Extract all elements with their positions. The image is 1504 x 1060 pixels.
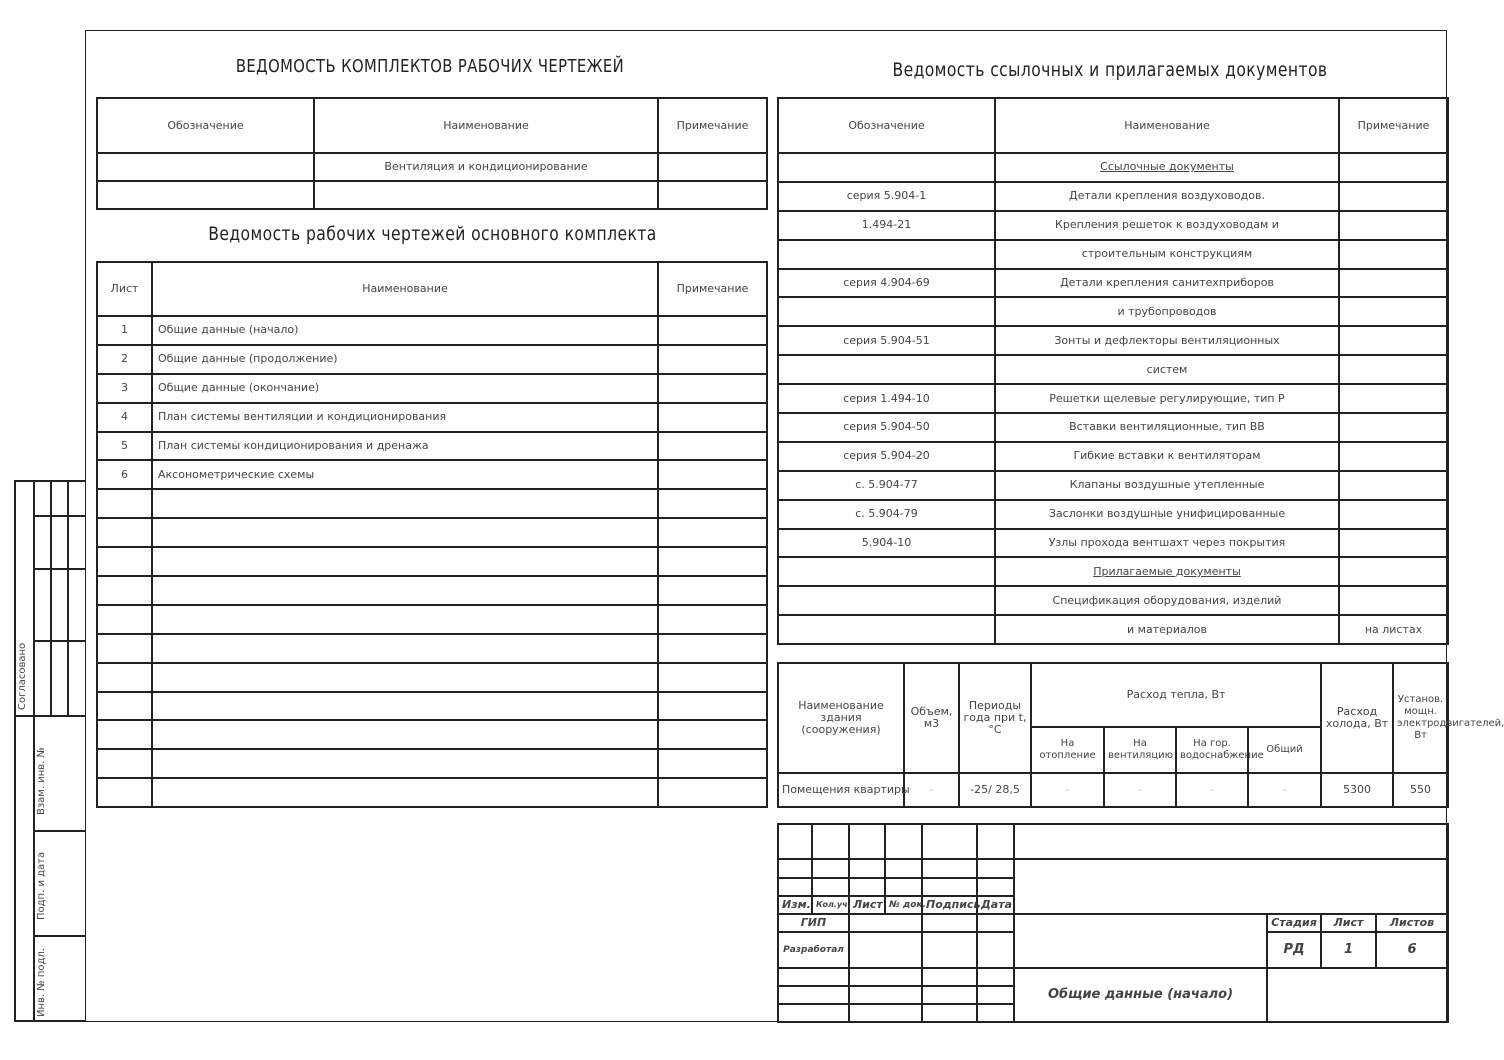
table-row <box>778 442 1448 471</box>
column-header: Обозначение <box>97 98 314 153</box>
table-cell <box>658 692 767 721</box>
column-header: Лист <box>97 262 152 316</box>
table-cell: Помещения квартиры <box>778 773 904 807</box>
section-heading: Ссылочные документы <box>1100 160 1234 174</box>
header-row <box>778 98 1448 153</box>
table-cell: Клапаны воздушные утепленные <box>995 471 1339 500</box>
column-header: Примечание <box>1339 98 1448 153</box>
table-row <box>97 316 767 345</box>
table-cell: Заслонки воздушные унифицированные <box>995 500 1339 529</box>
table-row <box>778 586 1448 615</box>
table-cell <box>658 720 767 749</box>
header-periods: Периоды года при t, °C <box>959 663 1031 773</box>
role-developer: Разработал <box>778 932 849 968</box>
table-cell: серия 5.904-1 <box>778 182 995 211</box>
table-cell: Общие данные (продолжение) <box>152 345 658 374</box>
sheet-value: 1 <box>1321 932 1376 968</box>
table-row <box>97 489 767 518</box>
table-row <box>97 153 767 181</box>
table-cell <box>152 605 658 634</box>
table-cell <box>314 181 658 209</box>
table-row <box>97 720 767 749</box>
table-cell: 3 <box>97 374 152 403</box>
table-cell <box>152 749 658 778</box>
table-cell <box>152 576 658 605</box>
table-cell <box>778 586 995 615</box>
col-header: Лист <box>849 896 885 914</box>
header-heat-sub: На гор. водоснабжение <box>1176 727 1248 773</box>
table-cell <box>995 557 1339 586</box>
table-cell <box>97 605 152 634</box>
table-row <box>778 529 1448 558</box>
table-cell <box>658 460 767 489</box>
table-cell <box>658 634 767 663</box>
table-cell: -25/ 28,5 <box>959 773 1031 807</box>
table-row <box>97 547 767 576</box>
table-cell: Зонты и дефлекторы вентиляционных <box>995 326 1339 355</box>
sign-date-label: Подп. и дата <box>36 851 47 920</box>
table-row <box>778 471 1448 500</box>
table-cell <box>658 518 767 547</box>
heat-consumption-table <box>777 662 1504 808</box>
table-cell <box>1339 471 1448 500</box>
table-cell: - <box>1031 773 1104 807</box>
table-cell <box>1339 384 1448 413</box>
table-row <box>97 181 767 209</box>
table-cell: - <box>1104 773 1176 807</box>
table-row <box>97 749 767 778</box>
sheets-value: 6 <box>1376 932 1448 968</box>
column-header: Примечание <box>658 262 767 316</box>
table-cell: 2 <box>97 345 152 374</box>
column-header: Наименование <box>152 262 658 316</box>
header-motors: Установ. мощн. электродвигателей, Вт <box>1393 663 1448 773</box>
table-row <box>97 778 767 807</box>
table-cell <box>658 576 767 605</box>
table-cell: Вентиляция и кондиционирование <box>314 153 658 181</box>
col-header: Кол.уч. <box>812 896 849 914</box>
table-row <box>97 663 767 692</box>
table-cell <box>97 634 152 663</box>
table-row <box>778 240 1448 269</box>
table-cell: с. 5.904-79 <box>778 500 995 529</box>
table-cell <box>658 316 767 345</box>
main-set-title: Ведомость рабочих чертежей основного комплекта <box>208 223 657 245</box>
table-cell <box>152 663 658 692</box>
table-cell <box>658 489 767 518</box>
table-cell: 5.904-10 <box>778 529 995 558</box>
table-row <box>778 326 1448 355</box>
table-cell <box>1339 326 1448 355</box>
table-cell: Узлы прохода вентшахт через покрытия <box>995 529 1339 558</box>
sheet-sets-title: ВЕДОМОСТЬ КОМПЛЕКТОВ РАБОЧИХ ЧЕРТЕЖЕЙ <box>235 56 625 77</box>
table-cell <box>778 615 995 644</box>
replace-inv-label: Взам. инв. № <box>36 747 47 815</box>
table-row <box>778 269 1448 298</box>
table-cell <box>97 181 314 209</box>
column-header: Наименование <box>314 98 658 153</box>
agreed-label: Согласовано <box>17 642 28 710</box>
col-header: Подпись <box>922 896 977 914</box>
table-row <box>778 384 1448 413</box>
table-cell: серия 1.494-10 <box>778 384 995 413</box>
table-cell: 4 <box>97 403 152 432</box>
header-heat: Расход тепла, Вт <box>1031 663 1321 727</box>
col-header: Изм. <box>778 896 812 914</box>
table-row <box>97 345 767 374</box>
table-cell: серия 5.904-20 <box>778 442 995 471</box>
table-cell: серия 5.904-51 <box>778 326 995 355</box>
table-cell <box>152 720 658 749</box>
table-row <box>778 615 1448 644</box>
sheet-sets-table <box>96 97 768 210</box>
table-cell <box>778 240 995 269</box>
table-cell <box>1339 269 1448 298</box>
column-header: Обозначение <box>778 98 995 153</box>
side-stamp <box>14 480 85 1022</box>
table-cell: серия 4.904-69 <box>778 269 995 298</box>
table-cell <box>1339 500 1448 529</box>
table-cell <box>1339 182 1448 211</box>
table-cell <box>658 181 767 209</box>
table-cell <box>658 153 767 181</box>
table-cell <box>1339 355 1448 384</box>
section-heading: Прилагаемые документы <box>1093 564 1241 578</box>
table-cell: Детали крепления воздуховодов. <box>995 182 1339 211</box>
table-cell: - <box>1176 773 1248 807</box>
column-header: Наименование <box>995 98 1339 153</box>
table-cell: План системы кондиционирования и дренажа <box>152 432 658 461</box>
table-cell <box>995 153 1339 182</box>
table-cell: 550 <box>1393 773 1448 807</box>
table-cell <box>97 518 152 547</box>
table-cell <box>1339 442 1448 471</box>
header-row <box>97 98 767 153</box>
table-row <box>778 773 1448 807</box>
col-header: № док. <box>885 896 922 914</box>
table-cell <box>658 345 767 374</box>
sheet-header: Лист <box>1321 914 1376 932</box>
table-row <box>778 355 1448 384</box>
table-cell: План системы вентиляции и кондиционирования <box>152 403 658 432</box>
table-cell <box>1339 297 1448 326</box>
table-cell: на листах <box>1339 615 1448 644</box>
table-cell: 5 <box>97 432 152 461</box>
table-cell: Детали крепления санитехприборов <box>995 269 1339 298</box>
table-cell <box>152 692 658 721</box>
header-row <box>97 262 767 316</box>
stage-header: Стадия <box>1267 914 1321 932</box>
table-cell <box>97 663 152 692</box>
table-cell <box>97 749 152 778</box>
table-cell <box>658 403 767 432</box>
table-row <box>97 432 767 461</box>
table-cell: Общие данные (окончание) <box>152 374 658 403</box>
table-cell <box>97 778 152 807</box>
table-cell: Гибкие вставки к вентиляторам <box>995 442 1339 471</box>
table-cell <box>778 557 995 586</box>
table-cell: 1 <box>97 316 152 345</box>
table-row <box>97 374 767 403</box>
table-cell: 5300 <box>1321 773 1393 807</box>
table-cell: 1.494-21 <box>778 211 995 240</box>
table-cell <box>778 355 995 384</box>
header-heat-sub: Общий <box>1248 727 1321 773</box>
table-cell <box>658 605 767 634</box>
table-row <box>97 634 767 663</box>
table-row <box>97 518 767 547</box>
table-row <box>97 692 767 721</box>
table-row <box>97 460 767 489</box>
table-row <box>778 500 1448 529</box>
table-row <box>778 182 1448 211</box>
table-cell <box>658 432 767 461</box>
main-set-table <box>96 261 768 808</box>
header-volume: Объем, м3 <box>904 663 959 773</box>
table-cell <box>97 489 152 518</box>
table-cell <box>97 547 152 576</box>
table-cell <box>658 374 767 403</box>
ref-docs-title: Ведомость ссылочных и прилагаемых документов <box>892 59 1328 81</box>
table-cell <box>152 547 658 576</box>
table-cell <box>778 297 995 326</box>
table-cell: - <box>904 773 959 807</box>
col-header: Дата <box>977 896 1014 914</box>
header-building: Наименование здания (сооружения) <box>778 663 904 773</box>
table-cell: строительным конструкциям <box>995 240 1339 269</box>
table-cell <box>1339 211 1448 240</box>
sheet-title: Общие данные (начало) <box>1014 968 1267 1022</box>
table-cell: 6 <box>97 460 152 489</box>
table-cell: Крепления решеток к воздуховодам и <box>995 211 1339 240</box>
table-cell: и трубопроводов <box>995 297 1339 326</box>
table-cell <box>152 634 658 663</box>
table-row <box>778 413 1448 442</box>
table-cell: Решетки щелевые регулирующие, тип Р <box>995 384 1339 413</box>
table-cell <box>778 153 995 182</box>
table-cell: с. 5.904-77 <box>778 471 995 500</box>
table-cell: Общие данные (начало) <box>152 316 658 345</box>
table-cell: Вставки вентиляционные, тип ВВ <box>995 413 1339 442</box>
table-cell <box>1339 529 1448 558</box>
table-cell <box>97 692 152 721</box>
stage-value: РД <box>1267 932 1321 968</box>
table-row <box>778 297 1448 326</box>
header-heat-sub: На отопление <box>1031 727 1104 773</box>
table-cell <box>658 547 767 576</box>
table-cell <box>1339 153 1448 182</box>
sheets-header: Листов <box>1376 914 1448 932</box>
table-cell <box>658 663 767 692</box>
table-row <box>97 576 767 605</box>
table-cell: и материалов <box>995 615 1339 644</box>
ref-docs-table <box>777 97 1449 645</box>
table-cell <box>1339 240 1448 269</box>
header-heat-sub: На вентиляцию <box>1104 727 1176 773</box>
table-row <box>97 403 767 432</box>
table-row <box>778 153 1448 182</box>
table-cell <box>152 778 658 807</box>
inv-orig-label: Инв. № подл. <box>36 948 47 1017</box>
column-header: Примечание <box>658 98 767 153</box>
title-block <box>777 823 1449 1023</box>
table-cell <box>1339 586 1448 615</box>
table-cell: - <box>1248 773 1321 807</box>
table-row <box>97 605 767 634</box>
table-cell: Спецификация оборудования, изделий <box>995 586 1339 615</box>
table-cell: систем <box>995 355 1339 384</box>
table-cell: серия 5.904-50 <box>778 413 995 442</box>
table-cell <box>658 778 767 807</box>
table-cell <box>658 749 767 778</box>
table-row <box>778 557 1448 586</box>
table-cell <box>97 153 314 181</box>
table-cell <box>1339 557 1448 586</box>
header-cold: Расход холода, Вт <box>1321 663 1393 773</box>
role-gip: ГИП <box>778 914 849 932</box>
table-cell <box>152 489 658 518</box>
table-cell: Аксонометрические схемы <box>152 460 658 489</box>
table-cell <box>1339 413 1448 442</box>
table-row <box>778 211 1448 240</box>
table-cell <box>97 576 152 605</box>
table-cell <box>97 720 152 749</box>
table-cell <box>152 518 658 547</box>
